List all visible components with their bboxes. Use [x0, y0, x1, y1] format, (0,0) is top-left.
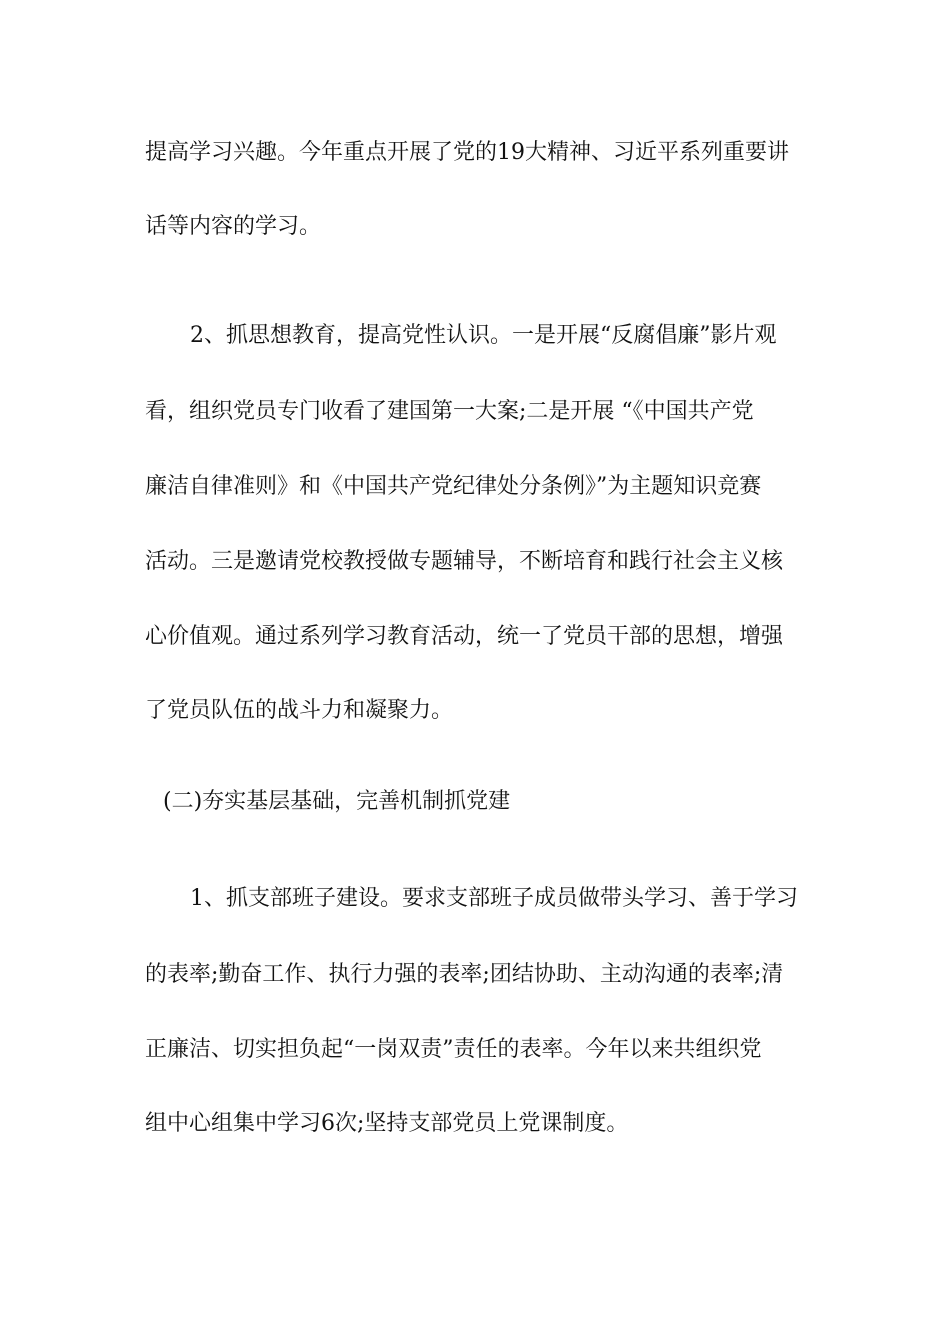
text-line: 廉洁自律准则》和《中国共产党纪律处分条例》”为主题知识竞赛	[145, 474, 762, 499]
text-line: 活动。三是邀请党校教授做专题辅导，不断培育和践行社会主义核	[145, 549, 784, 574]
text-line: 提高学习兴趣。今年重点开展了党的19大精神、习近平系列重要讲	[145, 140, 789, 165]
text-line: 了党员队伍的战斗力和凝聚力。	[145, 698, 454, 723]
section-heading: (二)夯实基层基础，完善机制抓党建	[163, 789, 511, 814]
text-line: 看，组织党员专门收看了建国第一大案;二是开展 “《中国共产党	[145, 399, 754, 424]
text-line: 话等内容的学习。	[145, 214, 322, 239]
text-line: 正廉洁、切实担负起“一岗双责”责任的表率。今年以来共组织党	[145, 1037, 762, 1062]
text-line: 心价值观。通过系列学习教育活动，统一了党员干部的思想，增强	[145, 624, 784, 649]
text-line: 2、抓思想教育，提高党性认识。一是开展“反腐倡廉”影片观	[190, 323, 777, 348]
text-line: 组中心组集中学习6次;坚持支部党员上党课制度。	[145, 1111, 629, 1136]
text-line: 的表率;勤奋工作、执行力强的表率;团结协助、主动沟通的表率;清	[145, 962, 784, 987]
text-line: 1、抓支部班子建设。要求支部班子成员做带头学习、善于学习	[190, 886, 798, 911]
